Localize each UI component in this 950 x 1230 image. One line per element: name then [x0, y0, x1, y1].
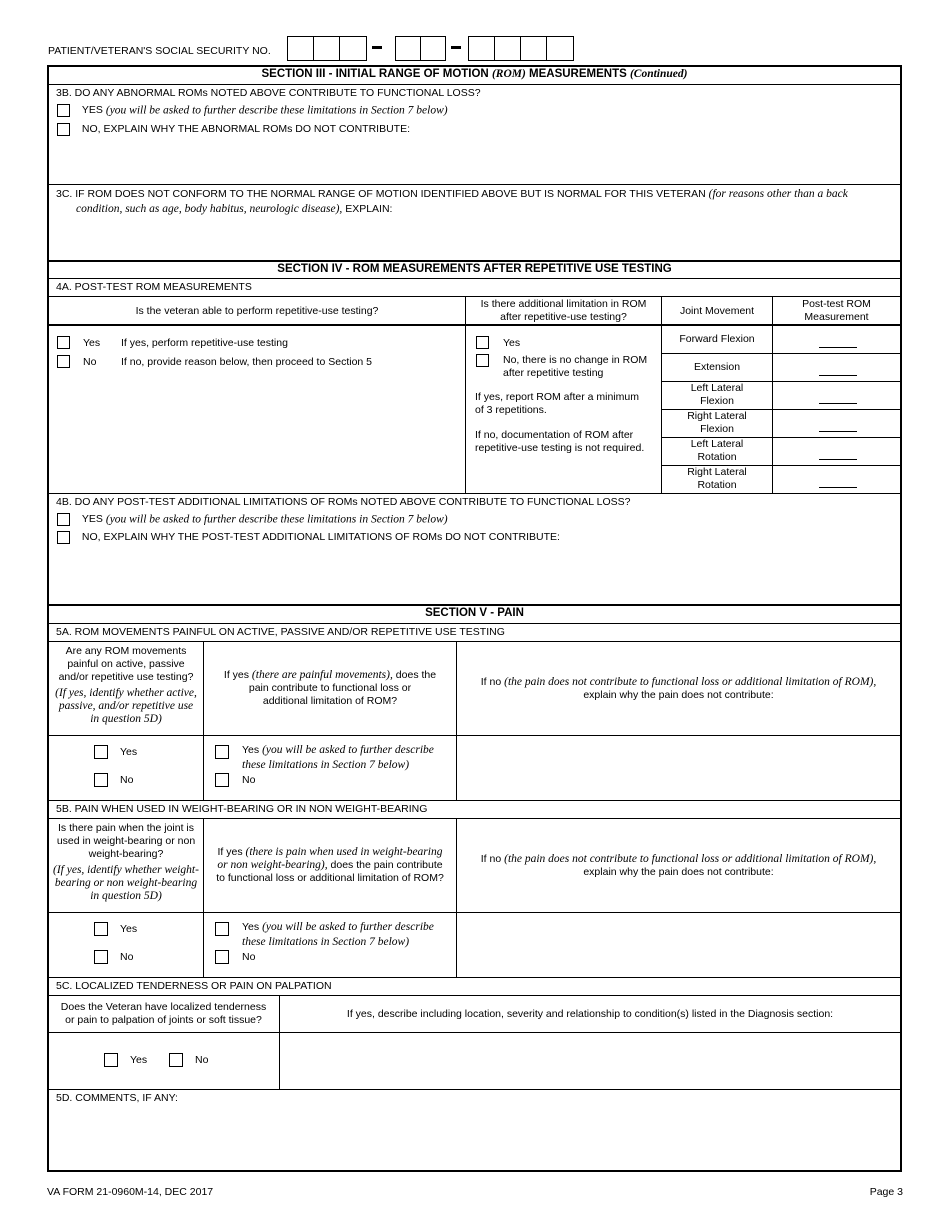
- q4b-yes-note: (you will be asked to further describe these limitations in Section 7 below): [105, 513, 448, 526]
- limitation-no-checkbox[interactable]: [476, 354, 489, 367]
- able-yes-label: Yes: [83, 337, 101, 349]
- q4b-yes-checkbox[interactable]: [57, 513, 70, 526]
- post-test-measurement-input[interactable]: [819, 375, 857, 376]
- col-able-header: Is the veteran able to perform repetitive-use testing?: [135, 305, 379, 317]
- question-3b: 3B. DO ANY ABNORMAL ROMs NOTED ABOVE CONTRIBUTE TO FUNCTIONAL LOSS?: [56, 87, 481, 99]
- 5a-contribute-no-checkbox[interactable]: [215, 773, 229, 787]
- ssn-part1-input[interactable]: [287, 36, 367, 61]
- question-3c: 3C. IF ROM DOES NOT CONFORM TO THE NORMAL RANGE OF MOTION IDENTIFIED ABOVE BUT IS NORMAL FOR THIS VETERAN (for reasons other than a back condition, such as age, body habitus, neurologic disease), EXPLAIN:: [56, 188, 848, 215]
- 5a-explain-field[interactable]: [457, 736, 900, 800]
- post-test-measurement-input[interactable]: [819, 459, 857, 460]
- 5d-comments-field[interactable]: [49, 1106, 900, 1170]
- q4b-no-checkbox[interactable]: [57, 531, 70, 544]
- q3b-no-checkbox[interactable]: [57, 123, 70, 136]
- q3b-no-label: NO, EXPLAIN WHY THE ABNORMAL ROMs DO NOT CONTRIBUTE:: [81, 123, 410, 136]
- 5b-pain-yes-checkbox[interactable]: [94, 922, 108, 936]
- able-yes-checkbox[interactable]: [57, 336, 70, 349]
- able-no-row: [57, 355, 373, 368]
- 5a-contribute-no-row: [215, 773, 256, 787]
- q3b-yes-checkbox[interactable]: [57, 104, 70, 117]
- post-test-measurement-input[interactable]: [819, 403, 857, 404]
- 5b-col2-header: If yes (there is pain when used in weight-bearing or non weight-bearing), does the pain contribute to functional loss or additional limitation of ROM?: [216, 846, 444, 884]
- 5a-col1-header: Are any ROM movements painful on active, passive and/or repetitive use testing? (If yes, identify whether active, passive, and/or repetitive use in question 5D): [55, 645, 197, 725]
- joint-movement-label: Forward Flexion: [679, 333, 755, 345]
- q4b-yes-row: [57, 513, 448, 526]
- section3-title: SECTION III - INITIAL RANGE OF MOTION (ROM) MEASUREMENTS (Continued): [261, 68, 688, 80]
- ssn-label: PATIENT/VETERAN'S SOCIAL SECURITY NO.: [48, 45, 271, 57]
- ssn-part3-input[interactable]: [468, 36, 574, 61]
- q3b-explain-field[interactable]: [49, 140, 900, 184]
- 5b-explain-field[interactable]: [457, 913, 900, 977]
- limitation-no-row: [476, 354, 648, 379]
- 5c-describe-field[interactable]: [280, 1033, 900, 1089]
- 5c-yes-label: Yes: [130, 1054, 148, 1066]
- joint-movement-label: Left Lateral Flexion: [690, 382, 744, 407]
- 5a-painful-yes-checkbox[interactable]: [94, 745, 108, 759]
- question-5c: 5C. LOCALIZED TENDERNESS OR PAIN ON PALPATION: [56, 980, 332, 992]
- 5c-no-checkbox[interactable]: [169, 1053, 183, 1067]
- 5c-yes-checkbox[interactable]: [104, 1053, 118, 1067]
- post-test-measurement-input[interactable]: [819, 347, 857, 348]
- able-yes-row: [57, 336, 288, 349]
- limitation-yes-checkbox[interactable]: [476, 336, 489, 349]
- 5a-painful-no-row: [94, 773, 134, 787]
- form-number: VA FORM 21-0960M-14, DEC 2017: [47, 1186, 214, 1198]
- section4-title: SECTION IV - ROM MEASUREMENTS AFTER REPETITIVE USE TESTING: [277, 263, 672, 275]
- q3c-explain-field[interactable]: [49, 218, 900, 260]
- 5a-painful-no-label: No: [120, 774, 134, 786]
- limitation-yes-row: [476, 336, 521, 349]
- question-5a: 5A. ROM MOVEMENTS PAINFUL ON ACTIVE, PASSIVE AND/OR REPETITIVE USE TESTING: [56, 626, 505, 638]
- q3b-yes-row: [57, 104, 448, 117]
- 5a-contribute-yes-row: Yes (you will be asked to further describe these limitations in Section 7 below): [215, 745, 229, 759]
- ssn-dash: [372, 46, 382, 49]
- post-test-measurement-input[interactable]: [819, 487, 857, 488]
- able-yes-desc: If yes, perform repetitive-use testing: [121, 337, 288, 349]
- 5b-pain-no-checkbox[interactable]: [94, 950, 108, 964]
- 5a-painful-yes-row: [94, 745, 138, 759]
- 5b-contribute-no-label: No: [242, 951, 256, 963]
- 5b-contribute-no-row: [215, 950, 256, 964]
- 5a-painful-yes-label: Yes: [120, 746, 138, 758]
- q3b-no-row: [57, 123, 410, 136]
- 5b-contribute-yes-row: Yes (you will be asked to further describe these limitations in Section 7 below): [215, 922, 229, 936]
- 5b-contribute-yes-checkbox[interactable]: [215, 922, 229, 936]
- 5a-contribute-yes-checkbox[interactable]: [215, 745, 229, 759]
- post-test-measurement-input[interactable]: [819, 431, 857, 432]
- joint-movement-label: Right Lateral Flexion: [687, 410, 747, 435]
- page-number: Page 3: [869, 1186, 903, 1198]
- joint-movement-label: Left Lateral Rotation: [690, 438, 744, 463]
- q3b-yes-note: (you will be asked to further describe these limitations in Section 7 below): [105, 104, 448, 117]
- 5c-col2-header: If yes, describe including location, severity and relationship to condition(s) listed in the Diagnosis section:: [346, 1008, 834, 1020]
- q4b-no-row: [57, 531, 560, 544]
- 5a-painful-no-checkbox[interactable]: [94, 773, 108, 787]
- question-5b: 5B. PAIN WHEN USED IN WEIGHT-BEARING OR IN NON WEIGHT-BEARING: [56, 803, 428, 815]
- 5b-contribute-no-checkbox[interactable]: [215, 950, 229, 964]
- q3b-yes-label: YES: [81, 104, 103, 117]
- question-4b: 4B. DO ANY POST-TEST ADDITIONAL LIMITATIONS OF ROMs NOTED ABOVE CONTRIBUTE TO FUNCTIONAL LOSS?: [56, 496, 631, 508]
- joint-movement-label: Right Lateral Rotation: [687, 466, 747, 491]
- col-joint-movement-header: Joint Movement: [679, 305, 755, 317]
- 5c-no-row: [169, 1053, 209, 1067]
- 5a-contribute-yes-label: Yes: [242, 744, 260, 756]
- 5c-no-label: No: [195, 1054, 209, 1066]
- question-5d: 5D. COMMENTS, IF ANY:: [56, 1092, 178, 1104]
- 5c-col1-header: Does the Veteran have localized tenderness or pain to palpation of joints or soft tissue?: [60, 1001, 267, 1026]
- 5a-contribute-no-label: No: [242, 774, 256, 786]
- 5b-pain-yes-label: Yes: [120, 923, 138, 935]
- limitation-no-note: If no, documentation of ROM after repetitive-use testing is not required.: [475, 429, 645, 454]
- col-additional-limitation-header: Is there additional limitation in ROM after repetitive-use testing?: [480, 298, 647, 323]
- limitation-yes-note: If yes, report ROM after a minimum of 3 repetitions.: [475, 391, 639, 416]
- col-post-test-header: Post-test ROM Measurement: [802, 298, 871, 323]
- ssn-dash: [451, 46, 461, 49]
- 5b-contribute-yes-label: Yes: [242, 921, 260, 933]
- section5-title: SECTION V - PAIN: [425, 607, 524, 619]
- limitation-no-label: No, there is no change in ROM after repetitive testing: [503, 354, 648, 379]
- 5a-col2-header: If yes (there are painful movements), does the pain contribute to functional loss or additional limitation of ROM?: [223, 669, 437, 707]
- q4b-yes-label: YES: [81, 513, 103, 526]
- 5b-pain-yes-row: [94, 922, 138, 936]
- 5b-col3-header: If no (the pain does not contribute to functional loss or additional limitation of ROM), explain why the pain does not contribute:: [480, 853, 877, 878]
- limitation-yes-label: Yes: [503, 337, 521, 349]
- 5b-pain-no-row: [94, 950, 134, 964]
- able-no-desc: If no, provide reason below, then proceed to Section 5: [121, 356, 373, 368]
- q4b-explain-field[interactable]: [49, 548, 900, 604]
- 5c-yes-row: [104, 1053, 148, 1067]
- question-4a: 4A. POST-TEST ROM MEASUREMENTS: [56, 281, 252, 293]
- 5a-col3-header: If no (the pain does not contribute to functional loss or additional limitation of ROM), explain why the pain does not contribute:: [480, 676, 877, 701]
- q4b-no-label: NO, EXPLAIN WHY THE POST-TEST ADDITIONAL LIMITATIONS OF ROMs DO NOT CONTRIBUTE:: [81, 531, 560, 544]
- able-no-label: No: [83, 356, 97, 368]
- able-no-checkbox[interactable]: [57, 355, 70, 368]
- 5b-col1-header: Is there pain when the joint is used in weight-bearing or non weight-bearing? (If yes, identify whether weight- bearing or non weight-bearing in question 5D): [53, 822, 199, 902]
- 5b-pain-no-label: No: [120, 951, 134, 963]
- joint-movement-label: Extension: [693, 361, 741, 373]
